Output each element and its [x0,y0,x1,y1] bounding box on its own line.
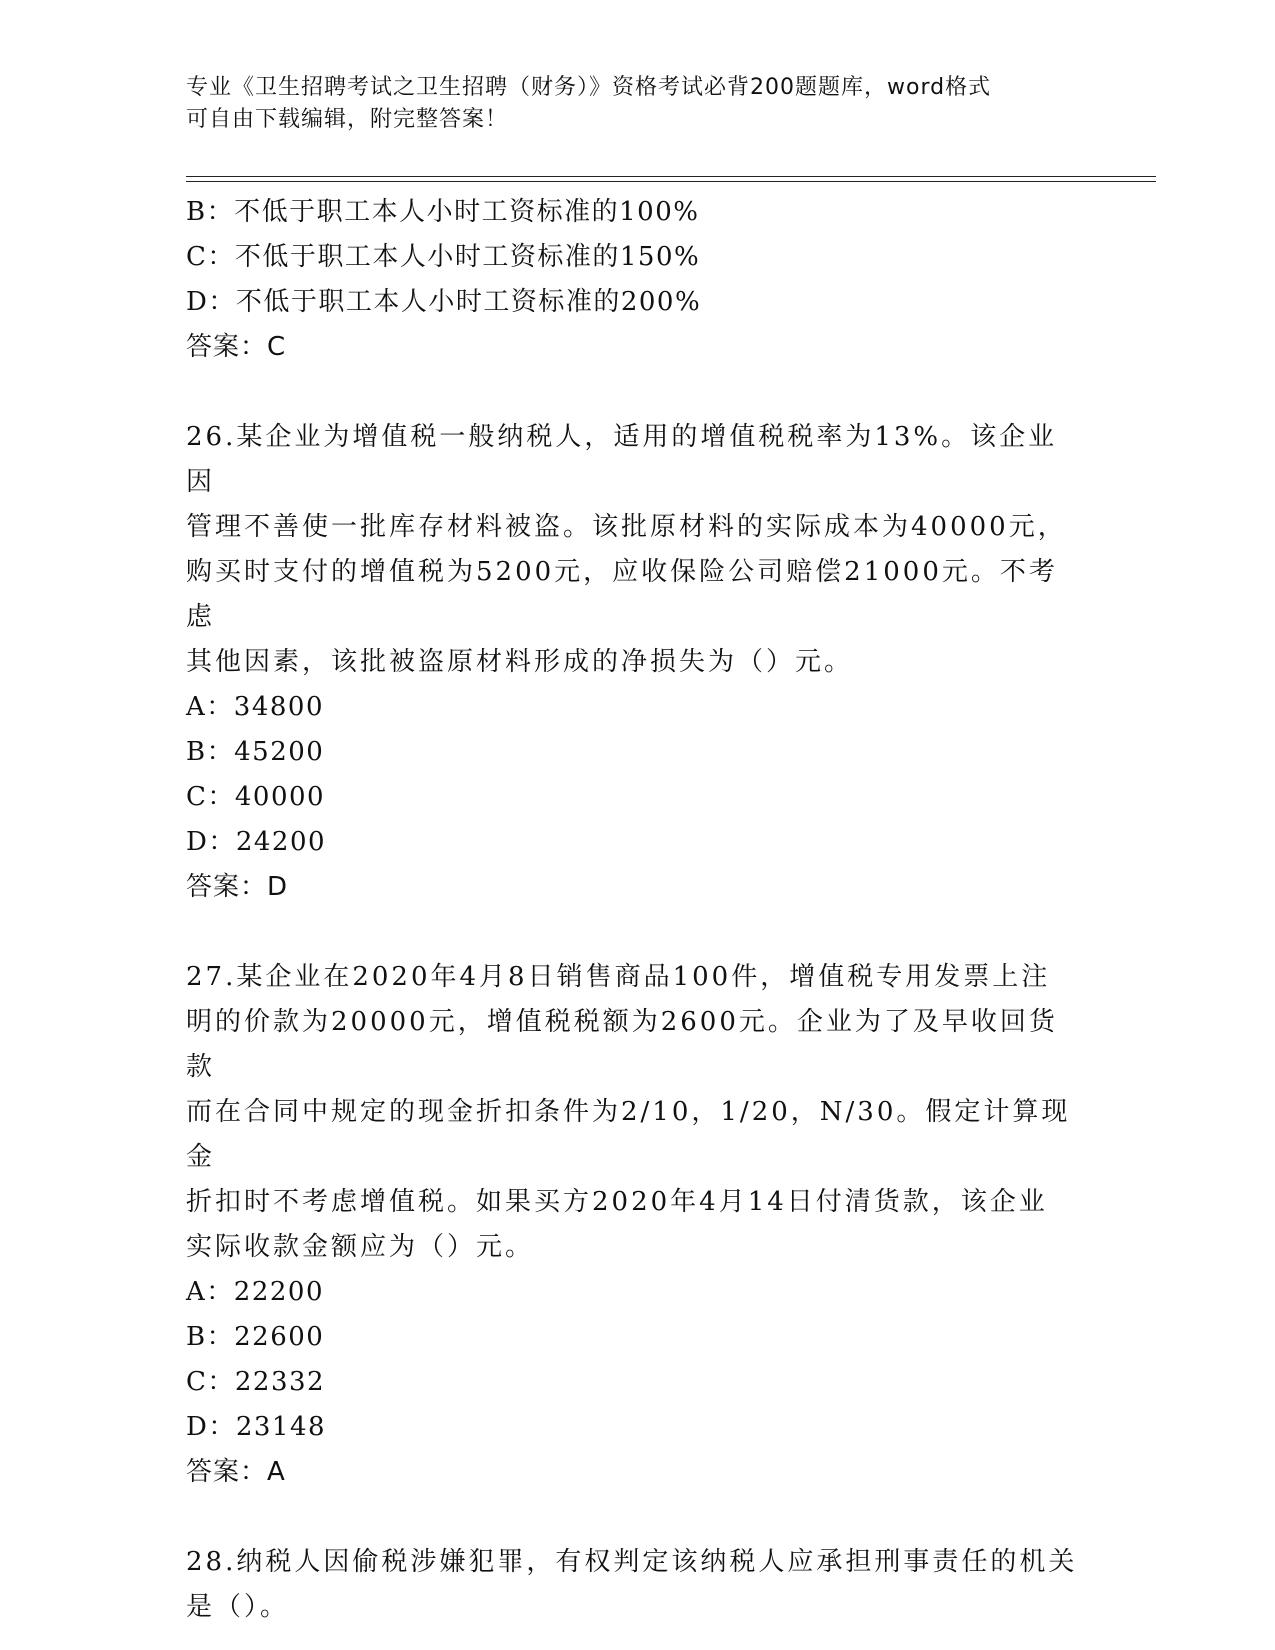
header-line-1: 专业《卫生招聘考试之卫生招聘（财务）》资格考试必背200题题库，word格式 [186,75,992,100]
option-b: B：22600 [186,1322,325,1352]
question-stem-line: 管理不善使一批库存材料被盗。该批原材料的实际成本为40000元， [186,512,1067,542]
option-c: C：40000 [186,782,326,812]
option-d: D：24200 [186,827,327,857]
question-stem-line: 购买时支付的增值税为5200元，应收保险公司赔偿21000元。不考虑 [186,557,1058,632]
option-a: A：34800 [186,692,324,722]
spacer [186,1495,1086,1540]
question-stem-line: 27.某企业在2020年4月8日销售商品100件，增值税专用发票上注 [186,962,1051,992]
option-b: B：45200 [186,737,325,767]
question-28 [186,1540,1086,1630]
option-b: B：不低于职工本人小时工资标准的100% [186,197,700,227]
option-d: D：23148 [186,1412,327,1442]
header-divider-bottom [186,181,1156,182]
prev-question-block [186,190,1086,370]
question-26 [186,415,1086,910]
answer-line: 答案：D [186,872,289,902]
question-stem-line: 折扣时不考虑增值税。如果买方2020年4月14日付清货款，该企业 [186,1187,1048,1217]
document-body [186,190,1086,1630]
question-stem-line: 26.某企业为增值税一般纳税人，适用的增值税税率为13%。该企业因 [186,422,1058,497]
question-stem-line: 28.纳税人因偷税涉嫌犯罪，有权判定该纳税人应承担刑事责任的机关 [186,1547,1078,1577]
answer-line: 答案：A [186,1457,286,1487]
answer-line: 答案：C [186,332,287,362]
spacer [186,370,1086,415]
option-d: D：不低于职工本人小时工资标准的200% [186,287,702,317]
question-stem-line: 而在合同中规定的现金折扣条件为2/10，1/20，N/30。假定计算现金 [186,1097,1071,1172]
question-stem-line: 明的价款为20000元，增值税税额为2600元。企业为了及早收回货款 [186,1007,1058,1082]
header-line-2: 可自由下载编辑，附完整答案！ [186,107,509,132]
question-stem-line: 其他因素，该批被盗原材料形成的净损失为（）元。 [186,647,854,677]
option-c: C：22332 [186,1367,326,1397]
question-stem-line: 是（）。 [186,1592,290,1622]
question-stem-line: 实际收款金额应为（）元。 [186,1232,535,1262]
header-divider-top [186,176,1156,177]
option-c: C：不低于职工本人小时工资标准的150% [186,242,701,272]
option-a: A：22200 [186,1277,324,1307]
document-header [186,72,1086,136]
spacer [186,910,1086,955]
question-27 [186,955,1086,1495]
